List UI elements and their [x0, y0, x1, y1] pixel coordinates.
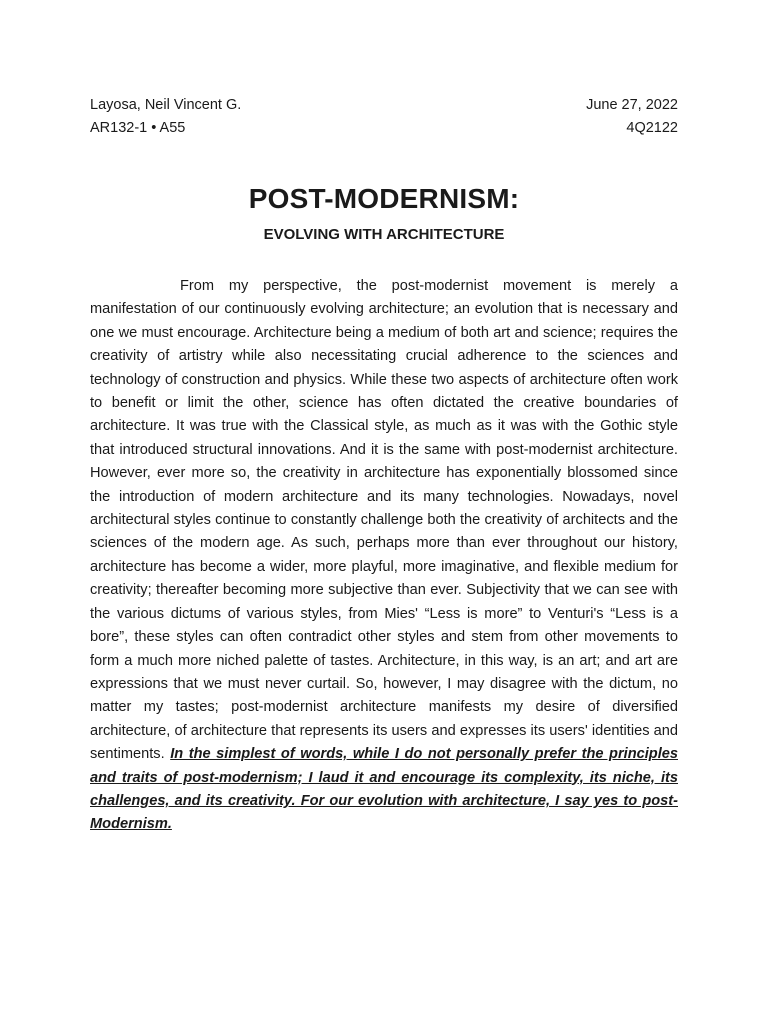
academic-term: 4Q2122: [626, 120, 678, 136]
essay-body-text: From my perspective, the post-modernist movement is merely a manifestation of our continuously evolving architecture; an evolution that is necessary and one we must encourage. Architecture being a medium of both art and science; requires the creativity of artistry while also necessitating crucial adherence to the sciences and technology of construction and physics. While these two aspects of architecture often work to benefit or limit the other, science has often dictated the creative boundaries of architecture. It was true with the Classical style, as much as it was with the Gothic style that introduced structural innovations. And it is the same with post-modernist architecture. However, ever more so, the creativity in architecture has exponentially blossomed since the introduction of modern architecture and its many technologies. Nowadays, novel architectural styles continue to constantly challenge both the creativity of architects and the sciences of the modern age. As such, perhaps more than ever throughout our history, architecture has become a wider, more playful, more imaginative, and flexible medium for creativity; thereafter becoming more subjective than ever. Subjectivity that we can see with the various dictums of various styles, from Mies' “Less is more” to Venturi's “Less is a bore”, these styles can often contradict other styles and stem from other movements to form a much more niched palette of tastes. Architecture, in this way, is an art; and art are expressions that we must never curtail. So, however, I may disagree with the dictum, no matter my tastes; post-modernist architecture manifests my desire of diversified architecture, of architecture that represents its users and expresses its users' identities and sentiments.: [90, 278, 678, 763]
header-right: [586, 94, 678, 140]
essay-conclusion-emphasis: In the simplest of words, while I do not personally prefer the principles and traits of post-modernism; I laud it and encourage its complexity, its niche, its challenges, and its creativity. For our evolution with architecture, I say yes to post-Modernism.: [90, 746, 678, 833]
course-section: AR132-1 • A55: [90, 120, 186, 136]
document-title: POST-MODERNISM:: [248, 183, 520, 214]
document-page: [90, 94, 678, 851]
document-date: June 27, 2022: [586, 97, 678, 113]
document-header: [90, 94, 678, 140]
essay-paragraph: [90, 275, 678, 837]
author-name: Layosa, Neil Vincent G.: [90, 97, 242, 113]
header-left: [90, 94, 241, 140]
title-block: [90, 182, 678, 245]
document-subtitle: EVOLVING WITH ARCHITECTURE: [263, 226, 505, 243]
